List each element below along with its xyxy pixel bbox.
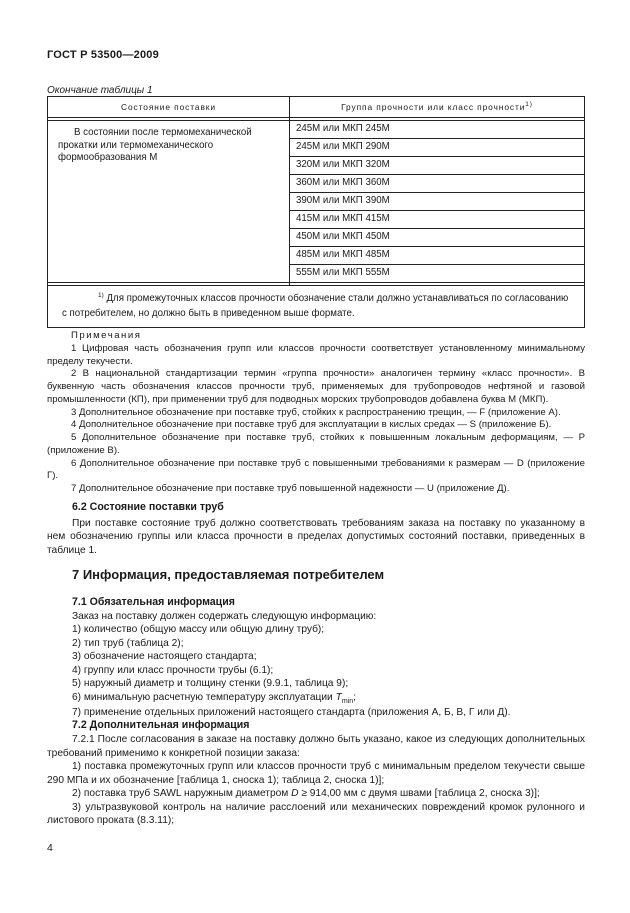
list-item: 6) минимальную расчетную температуру эксплуатации $T_{min}$; — [72, 691, 356, 705]
note-item: 4 Дополнительное обозначение при поставке труб для эксплуатации в кислых средах — S (приложение Б). — [71, 419, 552, 431]
tmin-symbol: $T_{min}$ — [335, 691, 354, 705]
list-item: 7) применение отдельных приложений настоящего стандарта (приложения А, Б, В, Г или Д). — [72, 706, 511, 718]
note-item: 6 Дополнительное обозначение при поставке труб с повышенными требованиями к размерам — D (приложение Г). — [47, 457, 585, 482]
notes-title: Примечания — [71, 330, 142, 341]
grade-cell: 245M или МКП 290M — [290, 139, 585, 157]
table-row — [48, 121, 585, 139]
section-6-2-heading: 6.2 Состояние поставки труб — [72, 501, 224, 513]
grade-cell: 450M или МКП 450M — [290, 229, 585, 247]
section-6-2 — [47, 501, 585, 557]
col-header-delivery-state: Состояние поставки — [48, 97, 290, 118]
grade-cell: 390M или МКП 390M — [290, 193, 585, 211]
grade-cell: 245M или МКП 245M — [290, 121, 585, 139]
list-item: 2) тип труб (таблица 2); — [72, 637, 184, 649]
list-item: 4) группу или класс прочности трубы (6.1); — [72, 664, 274, 676]
table-footnote-row — [48, 286, 585, 328]
table-header-row — [48, 97, 585, 118]
note-item: 2 В национальной стандартизации термин «группа прочности» аналогичен термину «класс прочности». В буквенную часть обозначения классов прочности труб, применяемых для трубопроводов нефтяной и газовой промышленности (КП), при применении труб для подводных морских трубопроводов добавлена буква М (МКП). — [47, 368, 585, 405]
strength-table — [47, 96, 585, 328]
section-7-1-intro: Заказ на поставку должен содержать следующую информацию: — [72, 610, 377, 622]
grade-cell: 320M или МКП 320M — [290, 157, 585, 175]
grade-cell: 415M или МКП 415M — [290, 211, 585, 229]
section-7-2-paragraph: 3) ультразвуковой контроль на наличие расслоений или механических повреждений кромок рулонного и листового проката (8.3.11); — [47, 801, 585, 827]
grade-cell: 360M или МКП 360M — [290, 175, 585, 193]
notes-block — [47, 330, 585, 496]
note-item: 3 Дополнительное обозначение при поставке труб, стойких к распространению трещин, — F (приложение А). — [71, 406, 561, 418]
page-number: 4 — [47, 843, 53, 854]
section-7-1-heading: 7.1 Обязательная информация — [72, 596, 235, 608]
note-item: 1 Цифровая часть обозначения групп или классов прочности соответствует установленному минимальному пределу текучести. — [47, 342, 585, 367]
section-7-1 — [47, 596, 585, 828]
list-item: 3) обозначение настоящего стандарта; — [72, 651, 257, 663]
col-header-strength-grade: Группа прочности или класс прочности$^{1)}$ — [290, 97, 585, 118]
delivery-state-cell: В состоянии после термомеханической прокатки или термомеханического формообразования М — [48, 121, 290, 283]
section-7-2-heading: 7.2 Дополнительная информация — [72, 719, 250, 732]
list-item: 5) наружный диаметр и толщину стенки (9.9.1, таблица 9); — [72, 678, 349, 690]
note-item: 7 Дополнительное обозначение при поставке труб повышенной надежности — U (приложение Д). — [71, 483, 510, 494]
note-item: 5 Дополнительное обозначение при поставке труб, стойких к повышенным локальным деформациям, — Р (приложение В). — [47, 432, 585, 456]
section-7-2-paragraph: 7.2.1 После согласования в заказе на поставку должно быть указано, какое из следующих дополнительных требований применимо к конкретной позиции заказа: — [47, 734, 585, 759]
table-footnote: $^{1)}$ Для промежуточных классов прочности обозначение стали должно устанавливаться по согласованию с потребителем, но должно быть в приведенном выше формате. — [48, 286, 585, 328]
section-6-2-text: При поставке состояние труб должно соответствовать требованиям заказа на поставку по указанному в нем обозначению группы или класса прочности в пределах допустимых состояний поставки, приведенных в таблице 1. — [47, 517, 585, 556]
list-item: 1) количество (общую массу или общую длину труб); — [72, 624, 325, 636]
section-7-2-paragraph: 2) поставка труб SAWL наружным диаметром D ≥ 914,00 мм с двумя швами [таблица 2, сноска 3)]; — [72, 788, 540, 800]
grade-cell: 485M или МКП 485M — [290, 247, 585, 265]
grade-cell: 555M или МКП 555M — [290, 265, 585, 283]
table-caption: Окончание таблицы 1 — [47, 85, 153, 96]
section-7-heading: 7 Информация, предоставляемая потребителем — [72, 567, 385, 582]
document-header: ГОСТ Р 53500—2009 — [47, 49, 159, 61]
section-7-2-paragraph: 1) поставка промежуточных групп или классов прочности труб с минимальным пределом текучести свыше 290 МПа и их обозначение [таблица 1, сноска 1); таблица 2, сноска 1)]; — [47, 761, 585, 786]
